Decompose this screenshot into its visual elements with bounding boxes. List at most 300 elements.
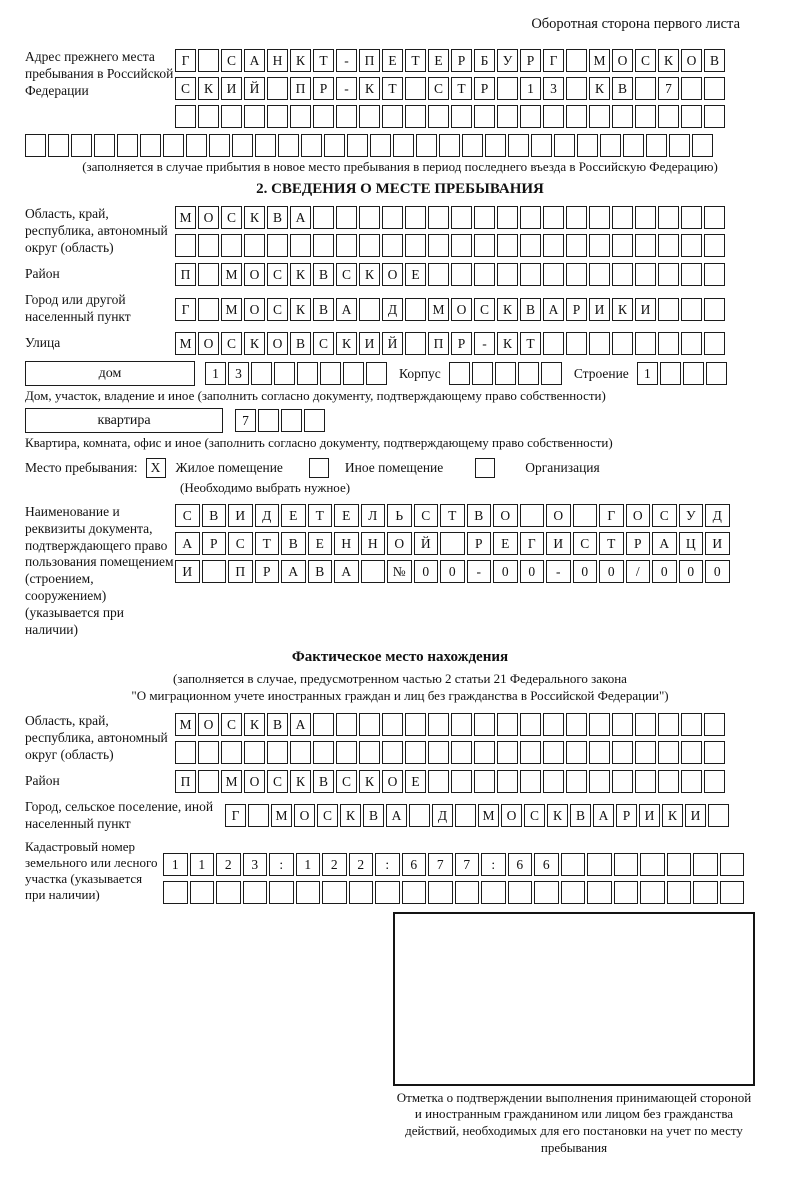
- char-cell[interactable]: Н: [361, 532, 386, 555]
- char-cell[interactable]: Е: [334, 504, 359, 527]
- char-cell[interactable]: С: [175, 504, 200, 527]
- char-cell[interactable]: [508, 881, 533, 904]
- char-cell[interactable]: К: [244, 332, 265, 355]
- char-cell[interactable]: К: [290, 263, 311, 286]
- char-cell[interactable]: [428, 741, 449, 764]
- char-cell[interactable]: -: [336, 77, 357, 100]
- char-cell[interactable]: О: [382, 263, 403, 286]
- char-cell[interactable]: М: [175, 713, 196, 736]
- char-cell[interactable]: Г: [175, 298, 196, 321]
- char-cell[interactable]: [720, 853, 745, 876]
- char-cell[interactable]: №: [387, 560, 412, 583]
- char-cell[interactable]: [313, 741, 334, 764]
- char-cell[interactable]: 0: [599, 560, 624, 583]
- char-cell[interactable]: [405, 206, 426, 229]
- char-cell[interactable]: [681, 770, 702, 793]
- char-cell[interactable]: П: [359, 49, 380, 72]
- char-cell[interactable]: [704, 77, 725, 100]
- char-cell[interactable]: 1: [520, 77, 541, 100]
- char-cell[interactable]: [681, 263, 702, 286]
- char-cell[interactable]: [640, 881, 665, 904]
- char-cell[interactable]: О: [501, 804, 522, 827]
- char-cell[interactable]: [290, 741, 311, 764]
- char-cell[interactable]: [451, 263, 472, 286]
- char-cell[interactable]: А: [336, 298, 357, 321]
- char-cell[interactable]: [589, 713, 610, 736]
- char-cell[interactable]: [221, 741, 242, 764]
- char-cell[interactable]: [416, 134, 437, 157]
- char-cell[interactable]: [258, 409, 279, 432]
- char-cell[interactable]: [520, 105, 541, 128]
- char-cell[interactable]: [405, 741, 426, 764]
- char-cell[interactable]: Д: [705, 504, 730, 527]
- char-cell[interactable]: Р: [626, 532, 651, 555]
- char-cell[interactable]: О: [493, 504, 518, 527]
- char-cell[interactable]: [561, 881, 586, 904]
- char-cell[interactable]: Е: [405, 770, 426, 793]
- char-cell[interactable]: [267, 741, 288, 764]
- char-cell[interactable]: Б: [474, 49, 495, 72]
- char-cell[interactable]: [243, 881, 268, 904]
- char-cell[interactable]: [221, 105, 242, 128]
- char-cell[interactable]: [313, 206, 334, 229]
- char-cell[interactable]: К: [589, 77, 610, 100]
- char-cell[interactable]: И: [175, 560, 200, 583]
- char-cell[interactable]: М: [221, 770, 242, 793]
- char-cell[interactable]: В: [363, 804, 384, 827]
- char-cell[interactable]: [497, 713, 518, 736]
- char-cell[interactable]: [600, 134, 621, 157]
- char-cell[interactable]: [704, 713, 725, 736]
- char-cell[interactable]: [474, 234, 495, 257]
- char-cell[interactable]: [704, 298, 725, 321]
- char-cell[interactable]: [566, 234, 587, 257]
- char-cell[interactable]: [232, 134, 253, 157]
- char-cell[interactable]: [566, 105, 587, 128]
- char-cell[interactable]: Д: [432, 804, 453, 827]
- char-cell[interactable]: Г: [175, 49, 196, 72]
- char-cell[interactable]: [313, 713, 334, 736]
- char-cell[interactable]: В: [570, 804, 591, 827]
- char-cell[interactable]: [198, 49, 219, 72]
- char-cell[interactable]: И: [228, 504, 253, 527]
- char-cell[interactable]: [439, 134, 460, 157]
- char-cell[interactable]: [267, 105, 288, 128]
- char-cell[interactable]: [497, 770, 518, 793]
- char-cell[interactable]: К: [497, 298, 518, 321]
- char-cell[interactable]: [336, 206, 357, 229]
- char-cell[interactable]: В: [202, 504, 227, 527]
- char-cell[interactable]: [704, 332, 725, 355]
- char-cell[interactable]: О: [382, 770, 403, 793]
- char-cell[interactable]: В: [267, 206, 288, 229]
- char-cell[interactable]: 0: [440, 560, 465, 583]
- char-cell[interactable]: С: [474, 298, 495, 321]
- char-cell[interactable]: 7: [658, 77, 679, 100]
- char-cell[interactable]: [255, 134, 276, 157]
- char-cell[interactable]: [405, 234, 426, 257]
- char-cell[interactable]: [140, 134, 161, 157]
- char-cell[interactable]: К: [359, 77, 380, 100]
- char-cell[interactable]: [693, 881, 718, 904]
- char-cell[interactable]: С: [428, 77, 449, 100]
- char-cell[interactable]: С: [652, 504, 677, 527]
- char-cell[interactable]: :: [269, 853, 294, 876]
- char-cell[interactable]: [336, 741, 357, 764]
- char-cell[interactable]: В: [267, 713, 288, 736]
- char-cell[interactable]: [428, 206, 449, 229]
- char-cell[interactable]: [704, 770, 725, 793]
- char-cell[interactable]: 0: [573, 560, 598, 583]
- char-cell[interactable]: [520, 234, 541, 257]
- char-cell[interactable]: [566, 770, 587, 793]
- char-cell[interactable]: [297, 362, 318, 385]
- char-cell[interactable]: А: [290, 713, 311, 736]
- char-cell[interactable]: [481, 881, 506, 904]
- char-cell[interactable]: [497, 741, 518, 764]
- char-cell[interactable]: [589, 770, 610, 793]
- char-cell[interactable]: [561, 853, 586, 876]
- char-cell[interactable]: Т: [599, 532, 624, 555]
- char-cell[interactable]: [681, 298, 702, 321]
- char-cell[interactable]: И: [705, 532, 730, 555]
- char-cell[interactable]: В: [704, 49, 725, 72]
- char-cell[interactable]: О: [294, 804, 315, 827]
- char-cell[interactable]: И: [546, 532, 571, 555]
- char-cell[interactable]: [693, 853, 718, 876]
- char-cell[interactable]: 0: [493, 560, 518, 583]
- char-cell[interactable]: 1: [296, 853, 321, 876]
- char-cell[interactable]: Т: [382, 77, 403, 100]
- char-cell[interactable]: [366, 362, 387, 385]
- char-cell[interactable]: [474, 713, 495, 736]
- char-cell[interactable]: Е: [281, 504, 306, 527]
- char-cell[interactable]: [382, 741, 403, 764]
- char-cell[interactable]: [658, 713, 679, 736]
- char-cell[interactable]: А: [543, 298, 564, 321]
- char-cell[interactable]: Н: [334, 532, 359, 555]
- char-cell[interactable]: [405, 298, 426, 321]
- char-cell[interactable]: С: [221, 49, 242, 72]
- char-cell[interactable]: [474, 206, 495, 229]
- char-cell[interactable]: [520, 206, 541, 229]
- char-cell[interactable]: С: [414, 504, 439, 527]
- char-cell[interactable]: О: [244, 298, 265, 321]
- char-cell[interactable]: О: [612, 49, 633, 72]
- char-cell[interactable]: [163, 134, 184, 157]
- char-cell[interactable]: О: [546, 504, 571, 527]
- char-cell[interactable]: С: [336, 770, 357, 793]
- char-cell[interactable]: [704, 263, 725, 286]
- char-cell[interactable]: [336, 713, 357, 736]
- checkbox-other-premises[interactable]: [309, 458, 329, 478]
- char-cell[interactable]: Ц: [679, 532, 704, 555]
- char-cell[interactable]: [614, 881, 639, 904]
- char-cell[interactable]: /: [626, 560, 651, 583]
- char-cell[interactable]: [534, 881, 559, 904]
- char-cell[interactable]: С: [221, 206, 242, 229]
- char-cell[interactable]: [566, 713, 587, 736]
- char-cell[interactable]: [251, 362, 272, 385]
- char-cell[interactable]: И: [635, 298, 656, 321]
- char-cell[interactable]: [405, 332, 426, 355]
- char-cell[interactable]: [451, 105, 472, 128]
- char-cell[interactable]: Р: [467, 532, 492, 555]
- char-cell[interactable]: [543, 770, 564, 793]
- char-cell[interactable]: А: [652, 532, 677, 555]
- char-cell[interactable]: [635, 206, 656, 229]
- char-cell[interactable]: [566, 332, 587, 355]
- char-cell[interactable]: Т: [451, 77, 472, 100]
- char-cell[interactable]: [658, 298, 679, 321]
- char-cell[interactable]: [336, 105, 357, 128]
- char-cell[interactable]: 0: [679, 560, 704, 583]
- char-cell[interactable]: [402, 881, 427, 904]
- checkbox-residential[interactable]: X: [146, 458, 166, 478]
- char-cell[interactable]: В: [313, 298, 334, 321]
- char-cell[interactable]: [612, 332, 633, 355]
- char-cell[interactable]: 6: [508, 853, 533, 876]
- char-cell[interactable]: Е: [382, 49, 403, 72]
- char-cell[interactable]: [566, 49, 587, 72]
- char-cell[interactable]: [589, 206, 610, 229]
- char-cell[interactable]: К: [336, 332, 357, 355]
- char-cell[interactable]: О: [267, 332, 288, 355]
- char-cell[interactable]: П: [175, 263, 196, 286]
- char-cell[interactable]: 6: [402, 853, 427, 876]
- char-cell[interactable]: [405, 713, 426, 736]
- char-cell[interactable]: Р: [451, 332, 472, 355]
- char-cell[interactable]: [393, 134, 414, 157]
- char-cell[interactable]: 1: [190, 853, 215, 876]
- char-cell[interactable]: 1: [163, 853, 188, 876]
- char-cell[interactable]: [543, 206, 564, 229]
- char-cell[interactable]: [336, 234, 357, 257]
- char-cell[interactable]: [635, 263, 656, 286]
- char-cell[interactable]: К: [290, 49, 311, 72]
- char-cell[interactable]: [635, 77, 656, 100]
- char-cell[interactable]: Й: [244, 77, 265, 100]
- char-cell[interactable]: А: [175, 532, 200, 555]
- char-cell[interactable]: [635, 713, 656, 736]
- char-cell[interactable]: Г: [543, 49, 564, 72]
- char-cell[interactable]: 3: [243, 853, 268, 876]
- char-cell[interactable]: Й: [414, 532, 439, 555]
- char-cell[interactable]: 3: [543, 77, 564, 100]
- char-cell[interactable]: С: [313, 332, 334, 355]
- char-cell[interactable]: [681, 77, 702, 100]
- char-cell[interactable]: :: [481, 853, 506, 876]
- char-cell[interactable]: К: [658, 49, 679, 72]
- char-cell[interactable]: О: [451, 298, 472, 321]
- char-cell[interactable]: [474, 741, 495, 764]
- char-cell[interactable]: [518, 362, 539, 385]
- char-cell[interactable]: А: [593, 804, 614, 827]
- char-cell[interactable]: [681, 234, 702, 257]
- char-cell[interactable]: [449, 362, 470, 385]
- char-cell[interactable]: К: [662, 804, 683, 827]
- char-cell[interactable]: К: [290, 298, 311, 321]
- char-cell[interactable]: [267, 77, 288, 100]
- char-cell[interactable]: [301, 134, 322, 157]
- char-cell[interactable]: [646, 134, 667, 157]
- char-cell[interactable]: С: [573, 532, 598, 555]
- char-cell[interactable]: 7: [428, 853, 453, 876]
- char-cell[interactable]: [508, 134, 529, 157]
- char-cell[interactable]: [349, 881, 374, 904]
- char-cell[interactable]: [382, 206, 403, 229]
- char-cell[interactable]: [660, 362, 681, 385]
- char-cell[interactable]: [248, 804, 269, 827]
- char-cell[interactable]: Т: [308, 504, 333, 527]
- char-cell[interactable]: О: [198, 713, 219, 736]
- char-cell[interactable]: [451, 770, 472, 793]
- char-cell[interactable]: И: [359, 332, 380, 355]
- char-cell[interactable]: [296, 881, 321, 904]
- char-cell[interactable]: К: [612, 298, 633, 321]
- char-cell[interactable]: [704, 105, 725, 128]
- char-cell[interactable]: К: [244, 206, 265, 229]
- char-cell[interactable]: [667, 881, 692, 904]
- char-cell[interactable]: [370, 134, 391, 157]
- char-cell[interactable]: [198, 741, 219, 764]
- char-cell[interactable]: [361, 560, 386, 583]
- char-cell[interactable]: К: [340, 804, 361, 827]
- char-cell[interactable]: [359, 105, 380, 128]
- char-cell[interactable]: [635, 105, 656, 128]
- char-cell[interactable]: [198, 234, 219, 257]
- char-cell[interactable]: М: [175, 332, 196, 355]
- char-cell[interactable]: 0: [652, 560, 677, 583]
- char-cell[interactable]: С: [175, 77, 196, 100]
- char-cell[interactable]: [440, 532, 465, 555]
- char-cell[interactable]: [497, 105, 518, 128]
- char-cell[interactable]: К: [244, 713, 265, 736]
- char-cell[interactable]: [117, 134, 138, 157]
- char-cell[interactable]: П: [290, 77, 311, 100]
- char-cell[interactable]: В: [290, 332, 311, 355]
- char-cell[interactable]: [324, 134, 345, 157]
- char-cell[interactable]: М: [271, 804, 292, 827]
- char-cell[interactable]: [428, 713, 449, 736]
- char-cell[interactable]: [669, 134, 690, 157]
- char-cell[interactable]: [269, 881, 294, 904]
- char-cell[interactable]: В: [313, 770, 334, 793]
- char-cell[interactable]: [186, 134, 207, 157]
- char-cell[interactable]: [520, 504, 545, 527]
- char-cell[interactable]: [209, 134, 230, 157]
- char-cell[interactable]: [704, 234, 725, 257]
- char-cell[interactable]: В: [520, 298, 541, 321]
- char-cell[interactable]: [612, 713, 633, 736]
- char-cell[interactable]: Г: [225, 804, 246, 827]
- char-cell[interactable]: [612, 770, 633, 793]
- char-cell[interactable]: Й: [382, 332, 403, 355]
- char-cell[interactable]: [428, 881, 453, 904]
- char-cell[interactable]: [198, 105, 219, 128]
- char-cell[interactable]: Е: [493, 532, 518, 555]
- char-cell[interactable]: С: [336, 263, 357, 286]
- char-cell[interactable]: [681, 741, 702, 764]
- char-cell[interactable]: [658, 263, 679, 286]
- char-cell[interactable]: :: [375, 853, 400, 876]
- char-cell[interactable]: В: [612, 77, 633, 100]
- char-cell[interactable]: [474, 770, 495, 793]
- char-cell[interactable]: П: [175, 770, 196, 793]
- char-cell[interactable]: [566, 206, 587, 229]
- char-cell[interactable]: С: [228, 532, 253, 555]
- char-cell[interactable]: [451, 713, 472, 736]
- char-cell[interactable]: [497, 206, 518, 229]
- char-cell[interactable]: [359, 234, 380, 257]
- char-cell[interactable]: [543, 741, 564, 764]
- char-cell[interactable]: С: [317, 804, 338, 827]
- char-cell[interactable]: [472, 362, 493, 385]
- char-cell[interactable]: [175, 105, 196, 128]
- char-cell[interactable]: М: [589, 49, 610, 72]
- char-cell[interactable]: К: [198, 77, 219, 100]
- char-cell[interactable]: С: [221, 713, 242, 736]
- char-cell[interactable]: [589, 263, 610, 286]
- char-cell[interactable]: 0: [705, 560, 730, 583]
- char-cell[interactable]: [683, 362, 704, 385]
- char-cell[interactable]: [274, 362, 295, 385]
- char-cell[interactable]: [566, 263, 587, 286]
- char-cell[interactable]: [614, 853, 639, 876]
- char-cell[interactable]: [543, 332, 564, 355]
- char-cell[interactable]: [198, 298, 219, 321]
- char-cell[interactable]: [495, 362, 516, 385]
- char-cell[interactable]: [359, 206, 380, 229]
- char-cell[interactable]: [359, 741, 380, 764]
- char-cell[interactable]: [497, 77, 518, 100]
- char-cell[interactable]: [202, 560, 227, 583]
- char-cell[interactable]: [543, 234, 564, 257]
- char-cell[interactable]: [216, 881, 241, 904]
- char-cell[interactable]: [267, 234, 288, 257]
- char-cell[interactable]: [244, 105, 265, 128]
- char-cell[interactable]: О: [387, 532, 412, 555]
- char-cell[interactable]: [658, 770, 679, 793]
- char-cell[interactable]: А: [386, 804, 407, 827]
- char-cell[interactable]: К: [547, 804, 568, 827]
- char-cell[interactable]: [190, 881, 215, 904]
- checkbox-organization[interactable]: [475, 458, 495, 478]
- char-cell[interactable]: [244, 234, 265, 257]
- char-cell[interactable]: К: [497, 332, 518, 355]
- char-cell[interactable]: [520, 741, 541, 764]
- char-cell[interactable]: Р: [520, 49, 541, 72]
- char-cell[interactable]: С: [267, 263, 288, 286]
- char-cell[interactable]: Т: [405, 49, 426, 72]
- char-cell[interactable]: [347, 134, 368, 157]
- char-cell[interactable]: [405, 77, 426, 100]
- char-cell[interactable]: М: [428, 298, 449, 321]
- char-cell[interactable]: [175, 741, 196, 764]
- char-cell[interactable]: [587, 881, 612, 904]
- char-cell[interactable]: В: [308, 560, 333, 583]
- char-cell[interactable]: Г: [599, 504, 624, 527]
- char-cell[interactable]: [635, 332, 656, 355]
- char-cell[interactable]: [474, 263, 495, 286]
- char-cell[interactable]: [382, 234, 403, 257]
- char-cell[interactable]: [244, 741, 265, 764]
- char-cell[interactable]: А: [244, 49, 265, 72]
- char-cell[interactable]: [382, 105, 403, 128]
- char-cell[interactable]: [554, 134, 575, 157]
- char-cell[interactable]: П: [228, 560, 253, 583]
- char-cell[interactable]: [658, 234, 679, 257]
